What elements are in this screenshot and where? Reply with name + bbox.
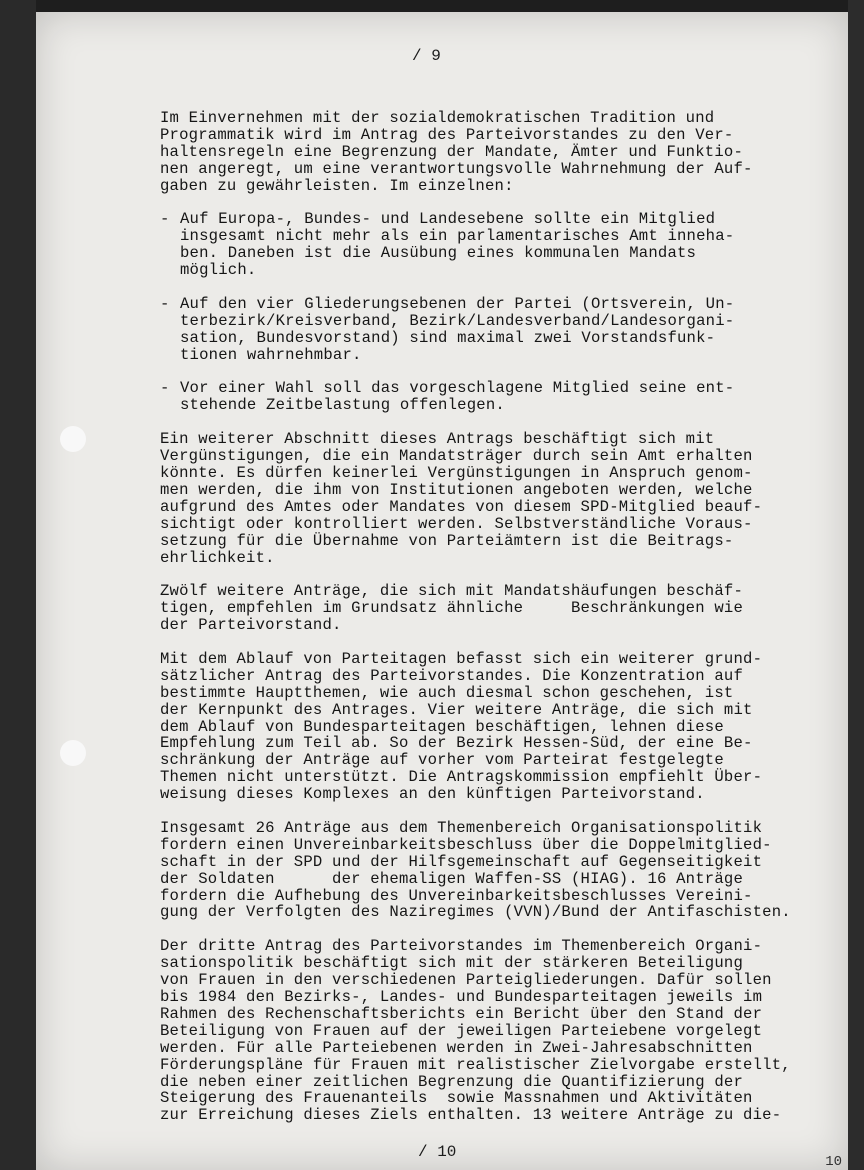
corner-page-number: 10 — [825, 1154, 842, 1170]
paragraph: Insgesamt 26 Anträge aus dem Themenbereich Organisationspolitik fordern einen Unvereinbarkeitsbeschluss über die Doppelmitglied- schaft in der SPD und der Hilfsgemeinschaft auf Gegenseitigkeit der Soldaten der ehemaligen Waffen-SS (HIAG). 16 Anträge fordern die Aufhebung des Unvereinbarkeitsbeschlusses Vereini- gung der Verfolgten des Naziregimes (VVN)/Bund der Antifaschisten. — [160, 818, 791, 922]
scan-border-top — [0, 0, 864, 12]
list-item — [160, 211, 840, 279]
header-page-number: / 9 — [412, 47, 441, 65]
scan-border-left — [0, 0, 36, 1170]
paragraph: Ein weiterer Abschnitt dieses Antrags beschäftigt sich mit Vergünstigungen, die ein Mandatsträger durch sein Amt erhalten könnte. Es dürfen keinerlei Vergünstigungen in Anspruch genom- men werden, die ihm von Institutionen angeboten werden, welche aufgrund des Amtes oder Mandates von diesem SPD-Mitglied beauf- sichtigt oder kontrolliert werden. Selbstverständliche Voraus- setzung für die Übernahme von Parteiämtern ist die Beitrags- ehrlichkeit. — [160, 430, 763, 567]
body-text — [160, 110, 840, 1141]
paragraph: Mit dem Ablauf von Parteitagen befasst sich ein weiterer grund- sätzlicher Antrag des Parteivorstandes. Die Konzentration auf bestimmte Hauptthemen, wie auch diesmal schon geschehen, ist der Kernpunkt des Antrages. Vier weitere Anträge, die sich mit dem Ablauf von Bundesparteitagen beschäftigen, lehnen diese Empfehlung zum Teil ab. So der Bezirk Hessen-Süd, der eine Be- schränkung der Anträge auf vorher vom Parteirat festgelegte Themen nicht unterstützt. Die Antragskommission empfiehlt Über- weisung dieses Komplexes an den künftigen Parteivorstand. — [160, 649, 763, 804]
paragraph: Zwölf weitere Anträge, die sich mit Mandatshäufungen beschäf- tigen, empfehlen im Grundsatz ähnliche Beschränkungen wie der Parteivorstand. — [160, 582, 744, 635]
footer-page-number: / 10 — [418, 1143, 457, 1161]
list-item-text: Vor einer Wahl soll das vorgeschlagene Mitglied seine ent- stehende Zeitbelastung offenlegen. — [180, 379, 735, 415]
scan-border-right — [848, 0, 864, 1170]
punch-hole-top — [60, 426, 86, 452]
bullet-dash: - — [160, 210, 170, 229]
paragraph: Der dritte Antrag des Parteivorstandes im Themenbereich Organi- sationspolitik beschäftigt sich mit der stärkeren Beteiligung von Frauen in den verschiedenen Parteigliederungen. Dafür sollen bis 1984 den Bezirks-, Landes- und Bundesparteitagen jeweils im Rahmen des Rechenschaftsberichts ein Bericht über den Stand der Beteiligung von Frauen auf der jeweiligen Parteiebene vorgelegt werden. Für alle Parteiebenen werden in Zwei-Jahresabschnitten Förderungspläne für Frauen mit realistischer Zielvorgabe erstellt, die neben einer zeitlichen Begrenzung die Quantifizierung der Steigerung des Frauenanteils sowie Massnahmen und Aktivitäten zur Erreichung dieses Ziels enthalten. 13 weitere Anträge zu die- — [160, 937, 791, 1125]
list-item-text: Auf den vier Gliederungsebenen der Partei (Ortsverein, Un- terbezirk/Kreisverband, Bezirk/Landesverband/Landesorgani- sation, Bundesvorstand) sind maximal zwei Vorstandsfunk- tionen wahrnehmbar. — [180, 294, 735, 364]
bullet-dash: - — [160, 294, 170, 313]
list-item — [160, 380, 840, 414]
bullet-dash: - — [160, 379, 170, 398]
list-item — [160, 296, 840, 364]
punch-hole-bottom — [60, 740, 86, 766]
paragraph: Im Einvernehmen mit der sozialdemokratischen Tradition und Programmatik wird im Antrag des Parteivorstandes zu den Ver- haltensregeln eine Begrenzung der Mandate, Ämter und Funktio- nen angeregt, um eine verantwortungsvolle Wahrnehmung der Auf- gaben zu gewährleisten. Im einzelnen: — [160, 109, 753, 195]
list-item-text: Auf Europa-, Bundes- und Landesebene sollte ein Mitglied insgesamt nicht mehr als ein parlamentarisches Amt inneha- ben. Daneben ist die Ausübung eines kommunalen Mandats möglich. — [180, 210, 735, 280]
